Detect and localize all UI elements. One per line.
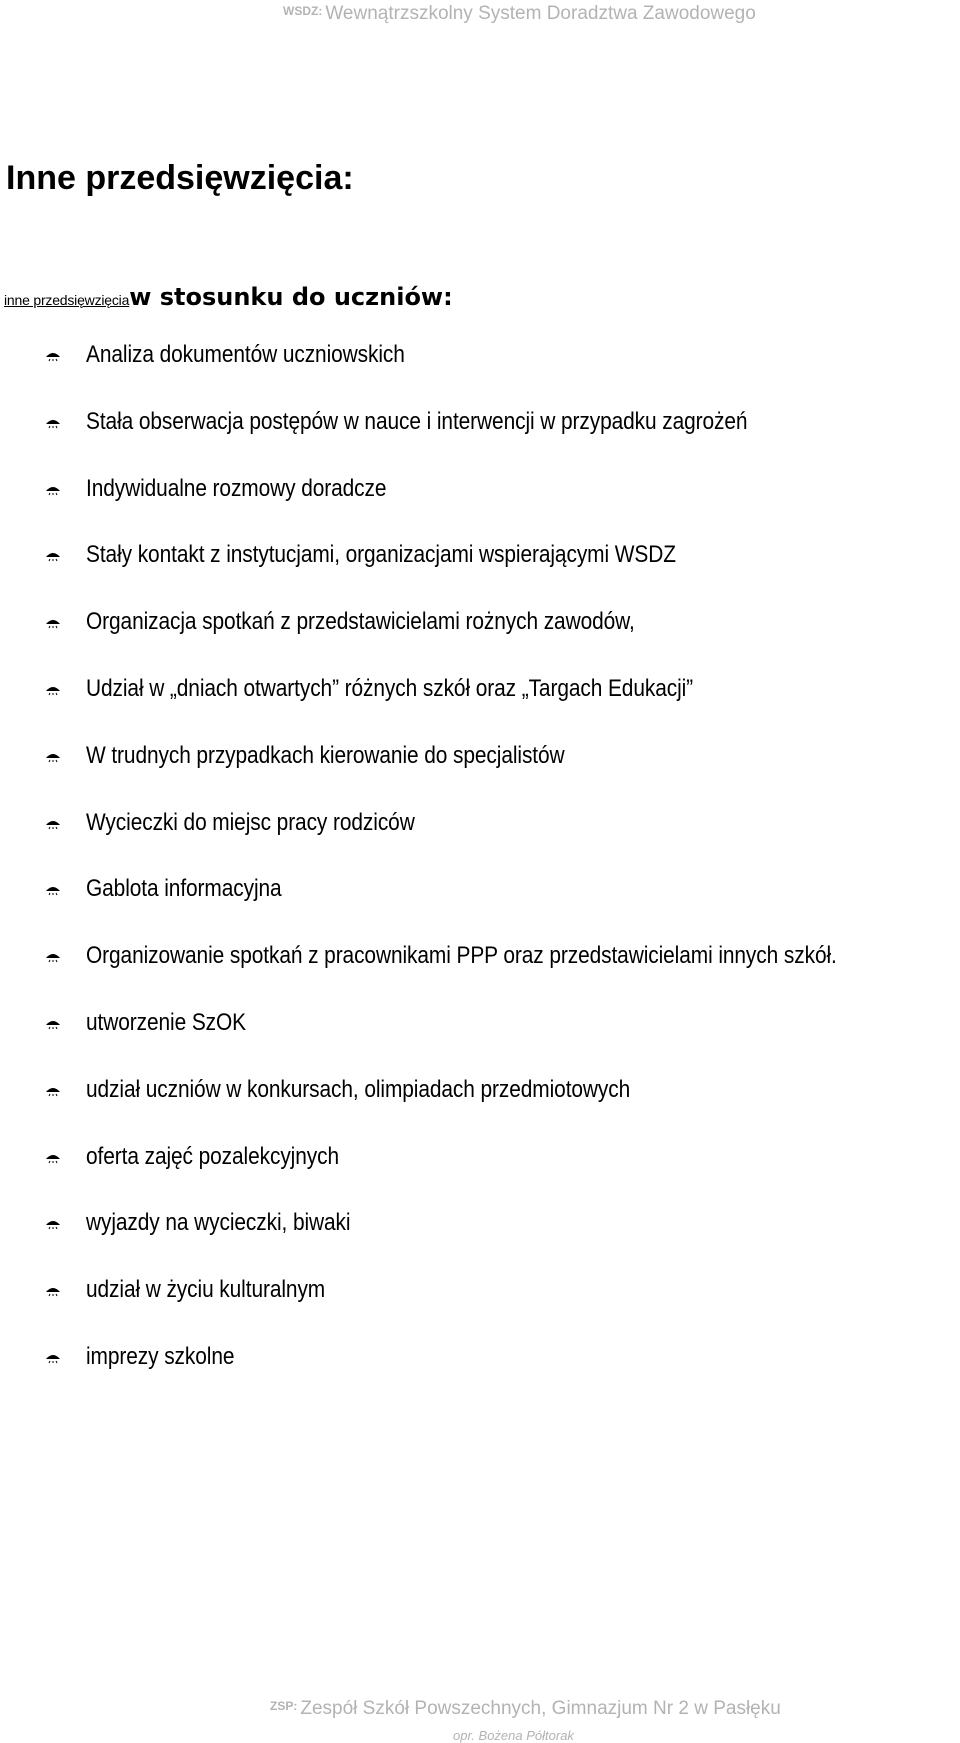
list-item-text: Organizacja spotkań z przedstawicielami rożnych zawodów, bbox=[86, 608, 635, 636]
umbrella-bullet-icon bbox=[45, 350, 61, 362]
umbrella-bullet-icon bbox=[45, 484, 61, 496]
umbrella-bullet-icon bbox=[45, 1085, 61, 1097]
page-header bbox=[283, 3, 756, 25]
list-item-text: udział w życiu kulturalnym bbox=[86, 1276, 326, 1304]
umbrella-bullet-icon bbox=[45, 884, 61, 896]
umbrella-bullet-icon bbox=[45, 1285, 61, 1297]
header-title: Wewnątrzszkolny System Doradztwa Zawodowego bbox=[325, 3, 756, 24]
umbrella-bullet-icon bbox=[45, 1018, 61, 1030]
section-link[interactable]: inne przedsięwzięcia bbox=[4, 292, 130, 308]
footer-tag: ZSP: bbox=[270, 1699, 298, 1713]
list-item-text: Gablota informacyjna bbox=[86, 875, 282, 903]
list-item-text: imprezy szkolne bbox=[86, 1342, 235, 1370]
umbrella-bullet-icon bbox=[45, 417, 61, 429]
umbrella-bullet-icon bbox=[45, 617, 61, 629]
list-item-text: oferta zajęć pozalekcyjnych bbox=[86, 1142, 339, 1170]
header-tag: WSDZ: bbox=[283, 4, 323, 18]
list-item-text: W trudnych przypadkach kierowanie do specjalistów bbox=[86, 741, 565, 769]
list-item-text: udział uczniów w konkursach, olimpiadach przedmiotowych bbox=[86, 1075, 631, 1103]
umbrella-bullet-icon bbox=[45, 751, 61, 763]
page-footer bbox=[270, 1698, 781, 1720]
list-item-text: Organizowanie spotkań z pracownikami PPP oraz przedstawicielami innych szkół. bbox=[86, 942, 837, 970]
umbrella-bullet-icon bbox=[45, 818, 61, 830]
umbrella-bullet-icon bbox=[45, 951, 61, 963]
section-subtitle: w stosunku do uczniów: bbox=[129, 283, 453, 311]
umbrella-bullet-icon bbox=[45, 1152, 61, 1164]
umbrella-bullet-icon bbox=[45, 1352, 61, 1364]
umbrella-bullet-icon bbox=[45, 684, 61, 696]
list-item-text: Indywidualne rozmowy doradcze bbox=[86, 474, 387, 502]
list-item-text: Udział w „dniach otwartych” różnych szkół oraz „Targach Edukacji” bbox=[86, 674, 694, 702]
list-item-text: Stała obserwacja postępów w nauce i interwencji w przypadku zagrożeń bbox=[86, 407, 748, 435]
list-item-text: utworzenie SzOK bbox=[86, 1008, 247, 1036]
footer-author: opr. Bożena Półtorak bbox=[453, 1728, 574, 1743]
section-heading bbox=[4, 283, 453, 311]
footer-school-name: Zespół Szkół Powszechnych, Gimnazjum Nr 2 w Pasłęku bbox=[300, 1698, 781, 1719]
list-item-text: wyjazdy na wycieczki, biwaki bbox=[86, 1209, 351, 1237]
list-item-text: Analiza dokumentów uczniowskich bbox=[86, 341, 405, 368]
umbrella-bullet-icon bbox=[45, 1218, 61, 1230]
list-item-text: Stały kontakt z instytucjami, organizacjami wspierającymi WSDZ bbox=[86, 541, 676, 569]
page-title: Inne przedsięwzięcia: bbox=[6, 159, 354, 197]
list-item-text: Wycieczki do miejsc pracy rodziców bbox=[86, 808, 415, 836]
umbrella-bullet-icon bbox=[45, 550, 61, 562]
